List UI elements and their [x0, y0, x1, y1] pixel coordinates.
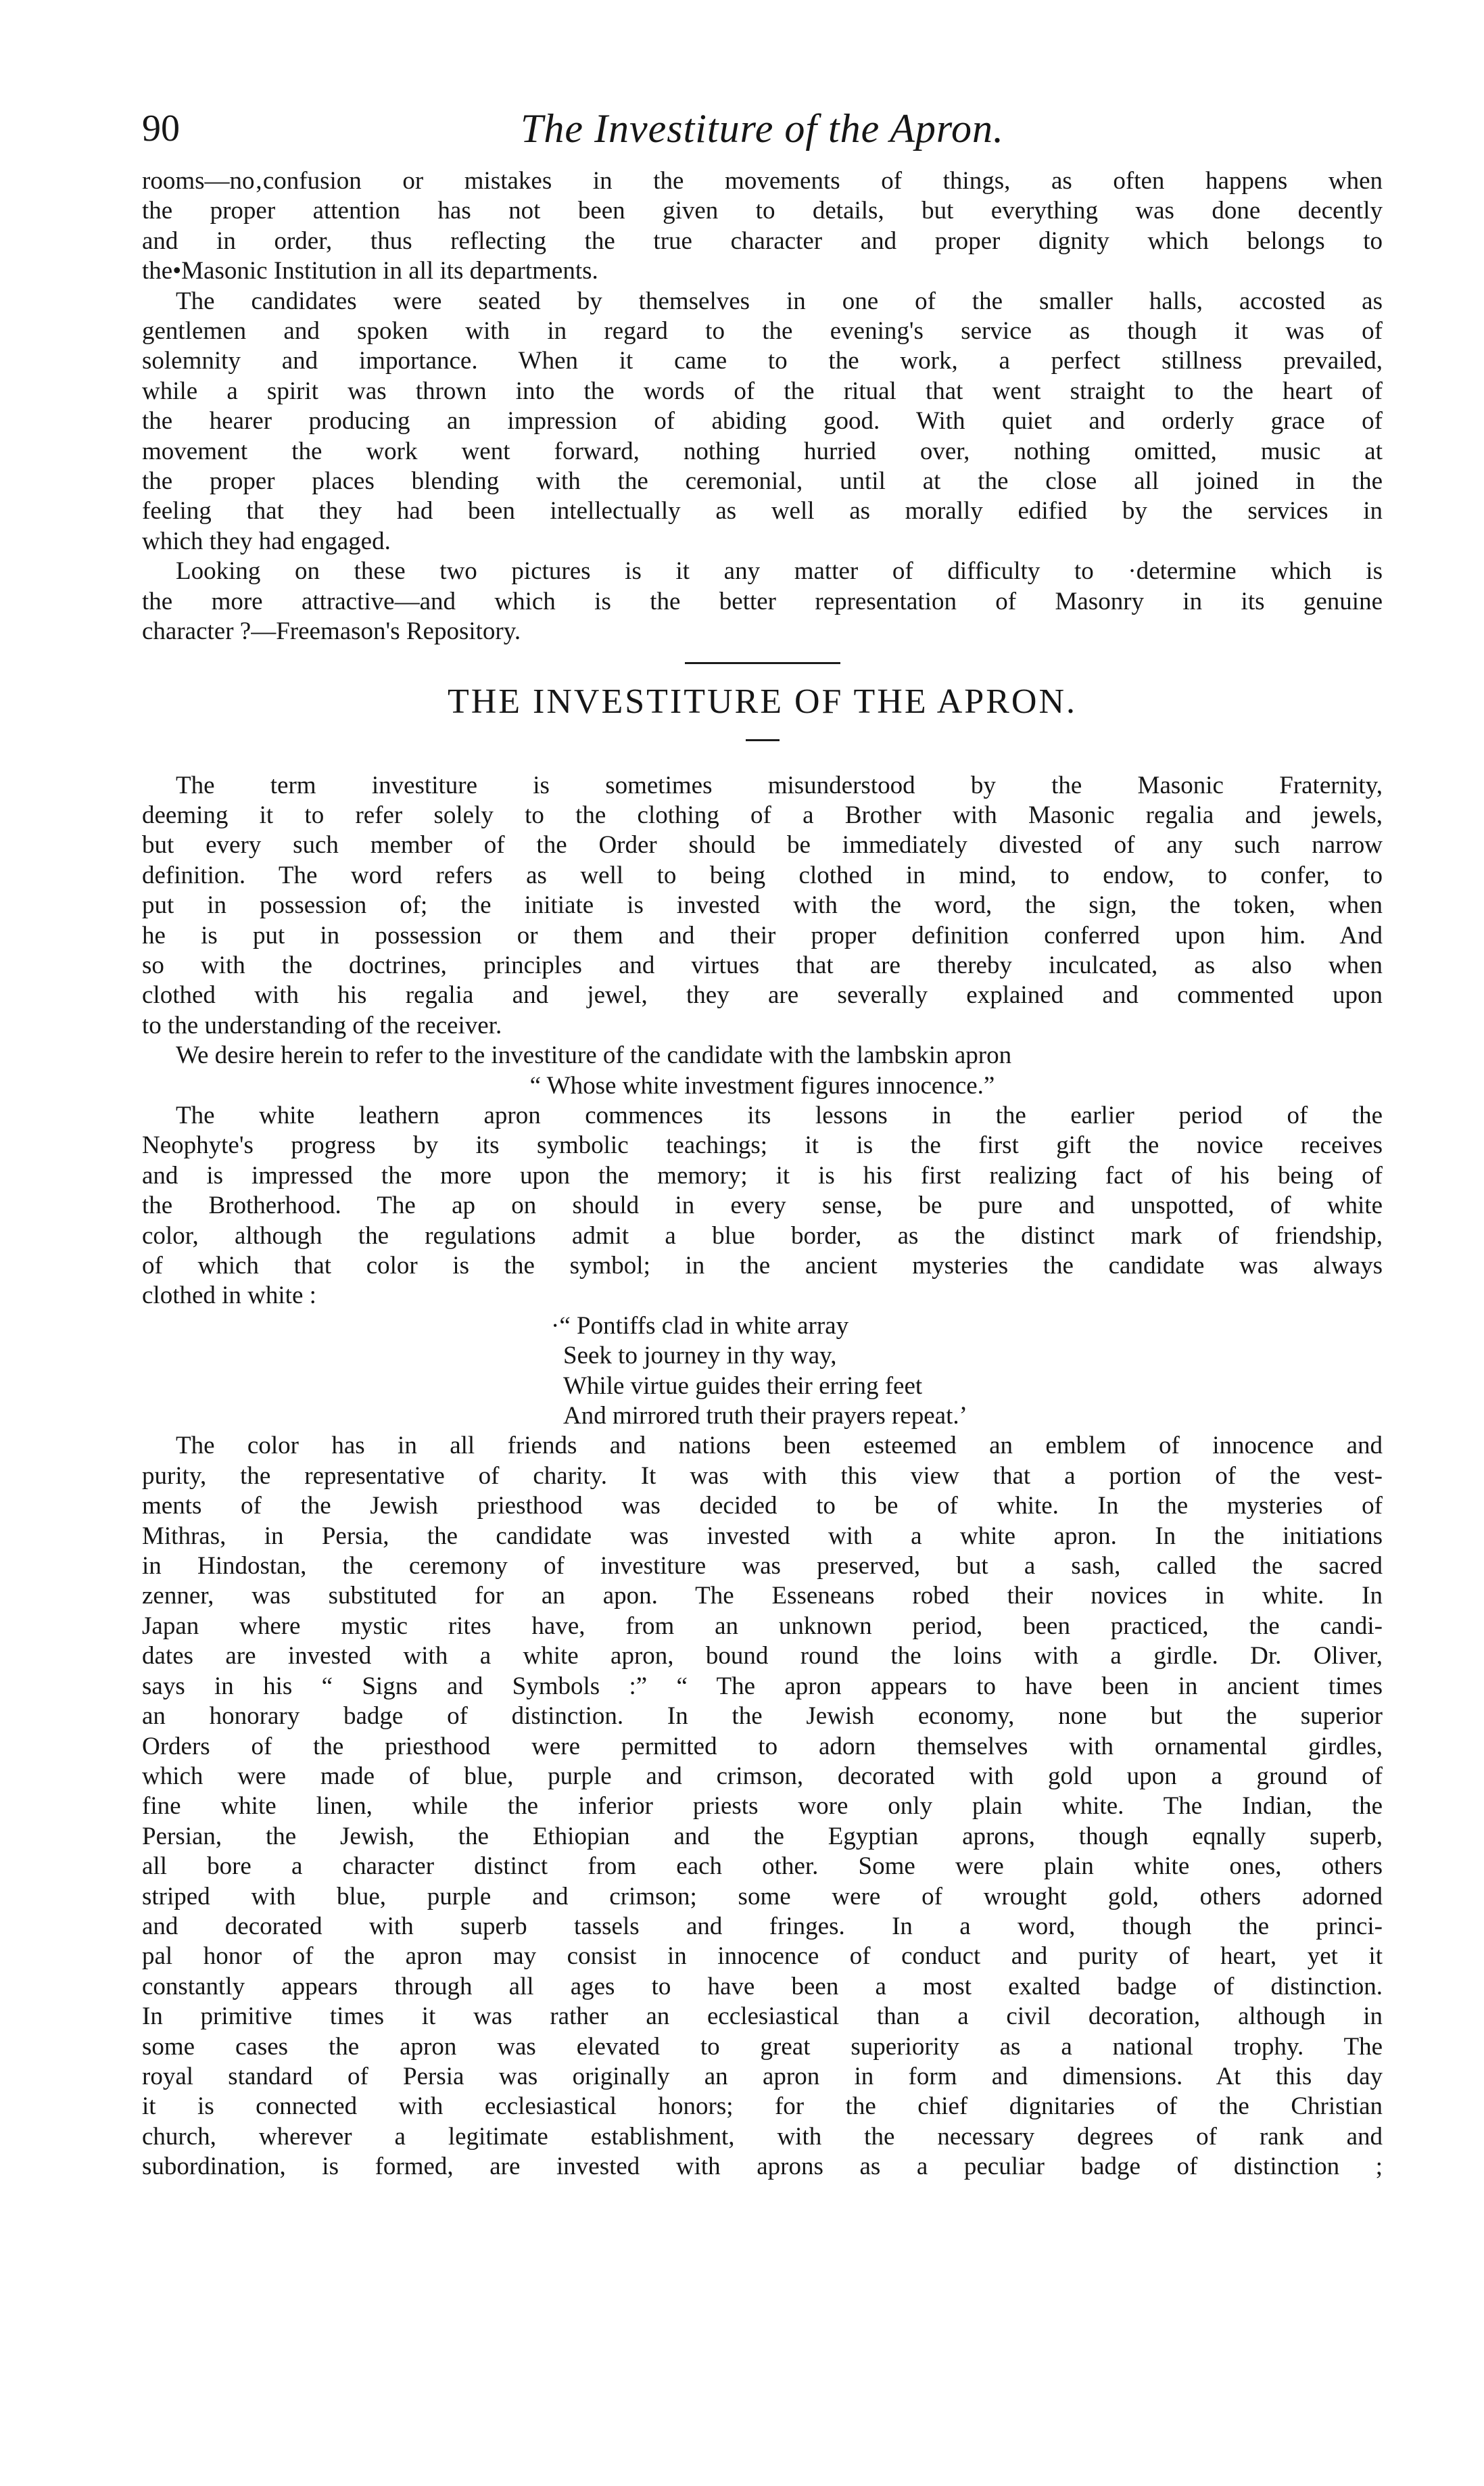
text-line: of which that color is the symbol; in the ancient mysteries the candidate was always	[142, 1252, 1383, 1280]
text-line: church, wherever a legitimate establishment, with the necessary degrees of rank and	[142, 2122, 1383, 2151]
page-header	[142, 101, 1383, 166]
text-line: to the understanding of the receiver.	[142, 1011, 502, 1039]
text-line: Orders of the priesthood were permitted to adorn themselves with ornamental girdles,	[142, 1732, 1383, 1760]
verse-line: Seek to journey in thy way,	[563, 1342, 837, 1370]
text-line: purity, the representative of charity. It was with this view that a portion of the vest-	[142, 1461, 1383, 1490]
text-line: pal honor of the apron may consist in innocence of conduct and purity of heart, yet it	[142, 1942, 1383, 1971]
text-line: The term investiture is sometimes misunderstood by the Masonic Fraternity,	[176, 771, 1383, 799]
text-line: clothed in white :	[142, 1282, 316, 1310]
text-line: and decorated with superb tassels and fringes. In a word, though the princi-	[142, 1912, 1383, 1940]
text-line: the Brotherhood. The ap on should in every sense, be pure and unspotted, of white	[142, 1192, 1383, 1220]
verse-line: ·“ Pontiffs clad in white array	[551, 1311, 849, 1340]
text-line: feeling that they had been intellectually as well as morally edified by the services in	[142, 497, 1383, 525]
text-line: which they had engaged.	[142, 527, 391, 555]
previous-article-text	[142, 166, 1383, 647]
text-line: dates are invested with a white apron, bound round the loins with a girdle. Dr. Oliver,	[142, 1642, 1383, 1670]
text-line: the hearer producing an impression of abiding good. With quiet and orderly grace of	[142, 407, 1383, 436]
text-line: he is put in possession or them and their proper definition conferred upon him. And	[142, 921, 1383, 949]
text-line: the more attractive—and which is the better representation of Masonry in its genuine	[142, 587, 1383, 615]
text-line: character ?—Freemason's Repository.	[142, 617, 521, 646]
verse	[142, 1311, 1383, 1432]
text-line: We desire herein to refer to the investiture of the candidate with the lambskin apron	[176, 1041, 1012, 1070]
text-line: clothed with his regalia and jewel, they are severally explained and commented upon	[142, 981, 1383, 1010]
text-line: color, although the regulations admit a blue border, as the distinct mark of friendship,	[142, 1221, 1383, 1250]
text-line: zenner, was substituted for an apon. The Esseneans robed their novices in white. In	[142, 1582, 1383, 1610]
text-line: which were made of blue, purple and crimson, decorated with gold upon a ground of	[142, 1762, 1383, 1790]
text-line: definition. The word refers as well to being clothed in mind, to endow, to confer, to	[142, 861, 1383, 889]
text-line: The color has in all friends and nations been esteemed an emblem of innocence and	[176, 1432, 1383, 1460]
verse-line: While virtue guides their erring feet	[563, 1371, 923, 1400]
text-line: while a spirit was thrown into the words of the ritual that went straight to the heart of	[142, 377, 1383, 405]
section-divider	[685, 662, 840, 664]
article-body	[142, 771, 1383, 2182]
page-number: 90	[142, 108, 180, 149]
text-line: The white leathern apron commences its lessons in the earlier period of the	[176, 1101, 1383, 1129]
text-line: it is connected with ecclesiastical honors; for the chief dignitaries of the Christian	[142, 2092, 1383, 2121]
text-line: deeming it to refer solely to the clothing of a Brother with Masonic regalia and jewels,	[142, 801, 1383, 829]
text-line: and is impressed the more upon the memory; it is his first realizing fact of his being of	[142, 1161, 1383, 1190]
text-line: movement the work went forward, nothing hurried over, nothing omitted, music at	[142, 437, 1383, 465]
article-paragraphs-2	[142, 1101, 1383, 1311]
text-line: Neophyte's progress by its symbolic teachings; it is the first gift the novice receives	[142, 1131, 1383, 1160]
quote-line: “ Whose white investment figures innocence.”	[529, 1071, 995, 1100]
text-line: some cases the apron was elevated to great superiority as a national trophy. The	[142, 2032, 1383, 2061]
text-line: In primitive times it was rather an ecclesiastical than a civil decoration, although in	[142, 2002, 1383, 2031]
text-line: all bore a character distinct from each other. Some were plain white ones, others	[142, 1852, 1383, 1881]
text-line: subordination, is formed, are invested with aprons as a peculiar badge of distinction ;	[142, 2153, 1383, 2181]
text-line: rooms—no‚confusion or mistakes in the movements of things, as often happens when	[142, 167, 1383, 195]
text-line: the•Masonic Institution in all its departments.	[142, 257, 598, 285]
text-line: but every such member of the Order should be immediately divested of any such narrow	[142, 831, 1383, 860]
text-line: put in possession of; the initiate is invested with the word, the sign, the token, when	[142, 891, 1383, 920]
text-line: Mithras, in Persia, the candidate was invested with a white apron. In the initiations	[142, 1522, 1383, 1550]
text-line: the proper attention has not been given to details, but everything was done decently	[142, 197, 1383, 225]
text-line: an honorary badge of distinction. In the Jewish economy, none but the superior	[142, 1702, 1383, 1731]
text-line: fine white linen, while the inferior priests wore only plain white. The Indian, the	[142, 1792, 1383, 1821]
text-line: constantly appears through all ages to have been a most exalted badge of distinction.	[142, 1972, 1383, 2000]
page	[142, 101, 1383, 2182]
text-line: the proper places blending with the ceremonial, until at the close all joined in the	[142, 467, 1383, 496]
running-title: The Investiture of the Apron.	[520, 106, 1004, 151]
article-paragraphs-3	[142, 1431, 1383, 2182]
title-rule	[746, 739, 780, 741]
text-line: ments of the Jewish priesthood was decided to be of white. In the mysteries of	[142, 1492, 1383, 1520]
text-line: gentlemen and spoken with in regard to the evening's service as though it was of	[142, 317, 1383, 346]
text-line: so with the doctrines, principles and virtues that are thereby inculcated, as also when	[142, 951, 1383, 979]
text-line: Japan where mystic rites have, from an unknown period, been practiced, the candi-	[142, 1612, 1383, 1640]
article-paragraphs-1	[142, 771, 1383, 1071]
text-line: Looking on these two pictures is it any matter of difficulty to ·determine which is	[176, 557, 1383, 586]
text-line: and in order, thus reflecting the true character and proper dignity which belongs to	[142, 227, 1383, 255]
text-line: says in his “ Signs and Symbols :” “ The apron appears to have been in ancient times	[142, 1672, 1383, 1700]
text-line: striped with blue, purple and crimson; some were of wrought gold, others adorned	[142, 1882, 1383, 1910]
text-line: solemnity and importance. When it came to the work, a perfect stillness prevailed,	[142, 347, 1383, 375]
text-line: The candidates were seated by themselves in one of the smaller halls, accosted as	[176, 287, 1383, 315]
text-line: royal standard of Persia was originally an apron in form and dimensions. At this day	[142, 2062, 1383, 2090]
verse-line: And mirrored truth their prayers repeat.’	[563, 1402, 967, 1430]
text-line: in Hindostan, the ceremony of investiture was preserved, but a sash, called the sacred	[142, 1552, 1383, 1580]
article-title: THE INVESTITURE OF THE APRON.	[447, 682, 1078, 721]
text-line: Persian, the Jewish, the Ethiopian and the Egyptian aprons, though eqnally superb,	[142, 1822, 1383, 1850]
